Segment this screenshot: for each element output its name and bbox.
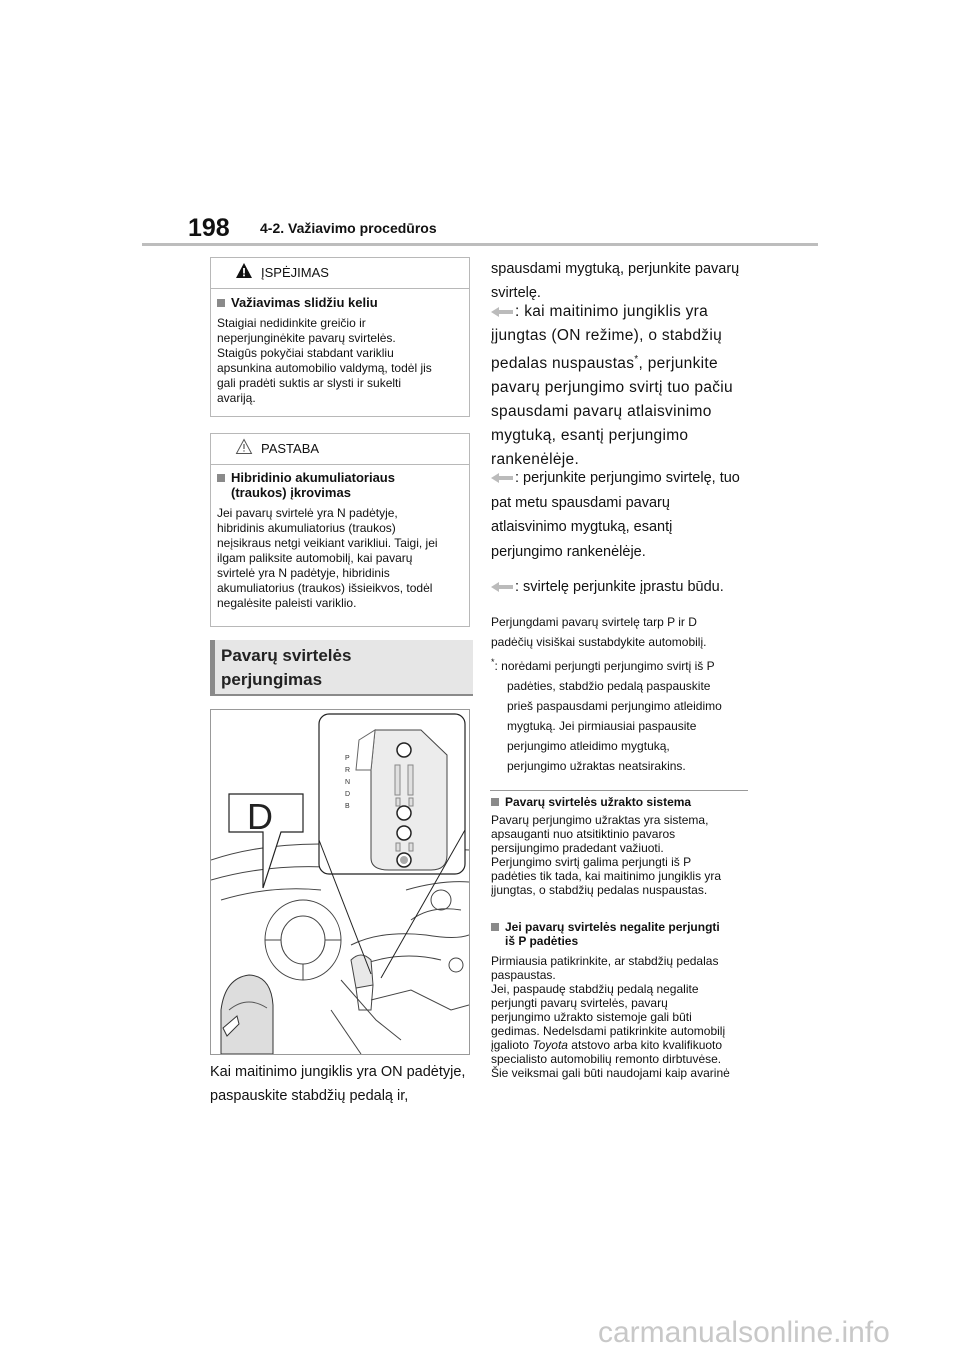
right-p1: spausdami mygtuką, perjunkite pavarų svirtelę. <box>491 261 740 301</box>
note-body: Jei pavarų svirtelė yra N padėtyje, hibridinis akumuliatorius (traukos) neįsikraus netgi veikiant varikliui. Taigi, jei ilgam paliksite automobilį, kai pavarų svirtelė yra N padėtyje, hibridinis akumuliatorius (traukos) išsieikvos, todėl negalėsite paleisti variklio. <box>217 506 438 610</box>
cannot-shift-body: Pirmiausia patikrinkite, ar stabdžių pedalas paspaustas. Jei, paspaudę stabdžių pedalą negalite perjungti pavarų svirtelės, pavarų perjungimo užrakto sistemoje gali būti gedimas. Nedelsdami patikrinkite automobilį įgalioto Toyota atstovo arba kito kvalifikuoto specialisto automobilių remonto dirbtuvėse. Šie veiksmai gali būti naudojami kaip avarinė <box>491 954 730 1080</box>
bullet-square-icon <box>217 474 225 482</box>
shift-lock-section <box>491 795 761 897</box>
right-p3: : perjunkite perjungimo svirtelę, tuo pat metu spausdami pavarų atlaisvinimo mygtuką, esantį perjungimo rankenėlėje. <box>491 470 740 560</box>
callout-letter: D <box>247 796 273 837</box>
page-number: 198 <box>188 214 230 242</box>
note-subheading: Hibridinio akumuliatoriaus (traukos) įkrovimas <box>217 470 463 500</box>
arrow-left-icon <box>491 582 513 592</box>
gear-label-r: R <box>345 767 351 774</box>
shift-lock-heading: Pavarų svirtelės užrakto sistema <box>491 795 761 809</box>
right-p2: : kai maitinimo jungiklis yra įjungtas (ON režime), o stabdžių pedalas nuspaustas*, perjunkite pavarų perjungimo svirtį tuo pačiu spausdami pavarų atlaisvinimo mygtuką, esantį perjungimo rankenėlėje. <box>491 303 733 469</box>
cannot-shift-section <box>491 920 761 1080</box>
gear-label-n: N <box>345 779 351 786</box>
warning-box <box>210 257 470 417</box>
gear-label-p: P <box>345 755 350 762</box>
cannot-shift-heading: Jei pavarų svirtelės negalite perjungti iš P padėties <box>491 920 761 948</box>
bullet-square-icon <box>491 798 499 806</box>
bullet-square-icon <box>217 299 225 307</box>
caution-icon <box>235 438 253 455</box>
divider <box>490 790 748 791</box>
left-paragraph: Kai maitinimo jungiklis yra ON padėtyje, paspauskite stabdžių pedalą ir, <box>210 1064 466 1104</box>
warning-body: Staigiai nedidinkite greičio ir neperjunginėkite pavarų svirtelės. Staigūs pokyčiai stabdant varikliu apsunkina automobilio valdymą, todėl jis gali pradėti suktis ar slysti ir sukelti avariją. <box>217 316 432 405</box>
header-rule <box>142 243 818 246</box>
note-title: PASTABA <box>261 441 320 456</box>
bullet-square-icon <box>491 923 499 931</box>
right-note: Perjungdami pavarų svirtelę tarp P ir D padėčių visiškai sustabdykite automobilį. <box>491 615 707 649</box>
shift-lever-figure <box>210 709 470 1055</box>
gear-label-b: B <box>345 803 350 810</box>
warning-icon <box>235 262 253 279</box>
section-title: 4-2. Važiavimo procedūros <box>260 220 437 236</box>
dashboard-illustration <box>211 710 469 1054</box>
gear-label-d: D <box>345 791 351 798</box>
footnote: *: norėdami perjungti perjungimo svirtį iš P padėties, stabdžio pedalą paspauskite prieš paspausdami perjungimo atleidimo mygtuką. Jei pirmiausiai paspausite perjungimo atleidimo mygtuką, perjungimo užraktas neatsirakins. <box>491 657 722 773</box>
shift-lock-body: Pavarų perjungimo užraktas yra sistema, apsauganti nuo atsitiktinio pavaros persijungimo pradedant važiuoti. Perjungimo svirtį galima perjungti iš P padėties tik tada, kai maitinimo jungiklis yra įjungtas, o stabdžių pedalas nuspaustas. <box>491 813 722 897</box>
note-box <box>210 433 470 627</box>
right-p4: : svirtelę perjunkite įprastu būdu. <box>491 575 761 599</box>
arrow-left-icon <box>491 307 513 317</box>
section-heading: Pavarų svirtelės perjungimas <box>210 640 473 696</box>
warning-title: ĮSPĖJIMAS <box>261 265 329 280</box>
warning-subheading: Važiavimas slidžiu keliu <box>217 295 463 310</box>
watermark: carmanualsonline.info <box>598 1316 890 1349</box>
arrow-left-icon <box>491 473 513 483</box>
